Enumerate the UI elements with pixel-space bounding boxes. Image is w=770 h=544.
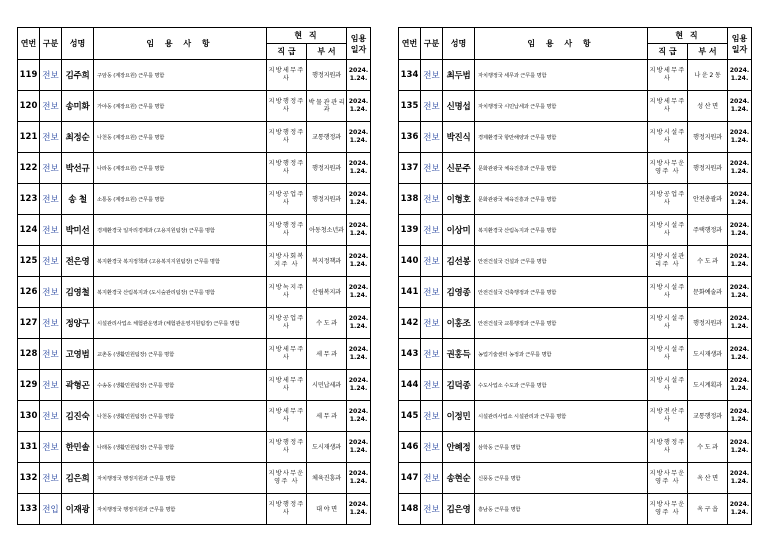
row-no: 125 (18, 246, 40, 277)
row-date: 2024. 1.24. (347, 463, 371, 494)
row-dept: 문화예술과 (688, 277, 728, 308)
row-appointment: 수송동 (생활민원팀장) 근무를 명함 (94, 370, 267, 401)
row-appointment: 교촌동 (생활민원팀장) 근무를 명함 (94, 339, 267, 370)
row-no: 141 (399, 277, 421, 308)
table-row (399, 122, 752, 153)
row-name: 최두범 (443, 60, 475, 91)
row-name: 송현순 (443, 463, 475, 494)
row-date: 2024. 1.24. (347, 246, 371, 277)
row-name: 한민솔 (62, 432, 94, 463)
row-gubun: 전보 (40, 215, 62, 246)
row-dept: 행정지원과 (688, 308, 728, 339)
row-gubun: 전보 (40, 184, 62, 215)
row-gubun: 전보 (40, 246, 62, 277)
row-date: 2024. 1.24. (728, 277, 752, 308)
table-row (399, 432, 752, 463)
row-rank: 지방행정주 사 (267, 494, 307, 525)
row-name: 이홍조 (443, 308, 475, 339)
row-date: 2024. 1.24. (347, 277, 371, 308)
row-gubun: 전보 (421, 153, 443, 184)
row-rank: 지방시설주 사 (648, 370, 688, 401)
row-no: 136 (399, 122, 421, 153)
table-row (399, 308, 752, 339)
row-gubun: 전보 (421, 370, 443, 401)
row-appointment: 안전건설국 건설과 근무를 명함 (475, 246, 648, 277)
row-no: 145 (399, 401, 421, 432)
row-name: 신문주 (443, 153, 475, 184)
row-name: 김주희 (62, 60, 94, 91)
row-appointment: 자치행정국 행정지원과 근무를 명함 (94, 463, 267, 494)
table-row (18, 184, 371, 215)
row-name: 박선규 (62, 153, 94, 184)
row-name: 송미화 (62, 91, 94, 122)
row-gubun: 전보 (421, 277, 443, 308)
row-gubun: 전보 (40, 153, 62, 184)
row-dept: 도시재생과 (307, 432, 347, 463)
row-gubun: 전보 (421, 246, 443, 277)
row-rank: 지방세무주 사 (267, 60, 307, 91)
row-appointment: 소통동 (계장요원) 근무를 명함 (94, 184, 267, 215)
row-dept: 세 무 과 (307, 401, 347, 432)
table-row (18, 122, 371, 153)
row-date: 2024. 1.24. (728, 215, 752, 246)
row-rank: 지방사무운영주 사 (648, 494, 688, 525)
row-rank: 지방세무주 사 (648, 60, 688, 91)
row-date: 2024. 1.24. (347, 370, 371, 401)
row-no: 127 (18, 308, 40, 339)
row-dept: 체육진흥과 (307, 463, 347, 494)
row-date: 2024. 1.24. (347, 184, 371, 215)
row-dept: 안전총괄과 (688, 184, 728, 215)
row-date: 2024. 1.24. (347, 153, 371, 184)
row-dept: 산림복지과 (307, 277, 347, 308)
row-appointment: 시설관리사업소 시설관리과 근무를 명함 (475, 401, 648, 432)
row-appointment: 자치행정국 시민납세과 근무를 명함 (475, 91, 648, 122)
row-no: 120 (18, 91, 40, 122)
row-dept: 행정지원과 (688, 153, 728, 184)
table-row (399, 277, 752, 308)
row-rank: 지방공업주 사 (648, 184, 688, 215)
right-roster-panel (398, 27, 751, 525)
row-no: 137 (399, 153, 421, 184)
row-no: 123 (18, 184, 40, 215)
row-date: 2024. 1.24. (728, 246, 752, 277)
row-date: 2024. 1.24. (347, 122, 371, 153)
row-gubun: 전보 (40, 308, 62, 339)
row-date: 2024. 1.24. (347, 401, 371, 432)
row-no: 139 (399, 215, 421, 246)
row-dept: 세 무 과 (307, 339, 347, 370)
row-name: 이정민 (443, 401, 475, 432)
row-rank: 지방시설관리주 사 (648, 246, 688, 277)
row-gubun: 전보 (40, 432, 62, 463)
row-no: 121 (18, 122, 40, 153)
row-no: 130 (18, 401, 40, 432)
row-no: 124 (18, 215, 40, 246)
row-gubun: 전보 (40, 339, 62, 370)
row-dept: 도시계획과 (688, 370, 728, 401)
table-row (18, 401, 371, 432)
row-rank: 지방세무주 사 (648, 91, 688, 122)
row-dept: 주택행정과 (688, 215, 728, 246)
row-appointment: 흥남동 근무를 명함 (475, 494, 648, 525)
table-row (399, 91, 752, 122)
row-date: 2024. 1.24. (728, 339, 752, 370)
row-date: 2024. 1.24. (728, 494, 752, 525)
row-date: 2024. 1.24. (347, 60, 371, 91)
row-rank: 지방세무주 사 (267, 339, 307, 370)
row-rank: 지방시설주 사 (648, 122, 688, 153)
row-no: 140 (399, 246, 421, 277)
header-date: 임용일자 (347, 28, 371, 60)
row-name: 고영범 (62, 339, 94, 370)
table-row (18, 370, 371, 401)
row-date: 2024. 1.24. (728, 401, 752, 432)
row-appointment: 나천동 (생활민원팀장) 근무를 명함 (94, 401, 267, 432)
row-date: 2024. 1.24. (728, 308, 752, 339)
row-appointment: 안전건설국 교통행정과 근무를 명함 (475, 308, 648, 339)
row-appointment: 자치행정국 행정지원과 근무를 명함 (94, 494, 267, 525)
row-gubun: 전보 (40, 401, 62, 432)
row-name: 김영종 (443, 277, 475, 308)
header-gubun: 구분 (421, 28, 443, 60)
table-row (399, 494, 752, 525)
row-gubun: 전보 (40, 91, 62, 122)
row-dept: 수 도 과 (307, 308, 347, 339)
row-no: 142 (399, 308, 421, 339)
row-dept: 행정지원과 (307, 184, 347, 215)
row-name: 정양구 (62, 308, 94, 339)
row-appointment: 나천동 (계장요원) 근무를 명함 (94, 122, 267, 153)
header-name: 성명 (62, 28, 94, 60)
row-gubun: 전보 (40, 122, 62, 153)
row-gubun: 전보 (421, 494, 443, 525)
table-row (399, 60, 752, 91)
row-rank: 지방공업주 사 (267, 184, 307, 215)
row-name: 이상미 (443, 215, 475, 246)
row-name: 최정순 (62, 122, 94, 153)
row-name: 김선봉 (443, 246, 475, 277)
row-date: 2024. 1.24. (728, 122, 752, 153)
row-dept: 시민납세과 (307, 370, 347, 401)
left-roster-table (17, 27, 371, 525)
row-gubun: 전보 (421, 308, 443, 339)
row-gubun: 전보 (40, 60, 62, 91)
table-row (18, 277, 371, 308)
row-rank: 지방행정주 사 (267, 153, 307, 184)
row-gubun: 전보 (421, 215, 443, 246)
row-dept: 수 도 과 (688, 432, 728, 463)
row-appointment: 신풍동 근무를 명함 (475, 463, 648, 494)
right-roster-body (399, 60, 752, 525)
row-name: 박미선 (62, 215, 94, 246)
header-rank: 직 급 (267, 44, 307, 60)
header-dept: 부 서 (688, 44, 728, 60)
header-appointment: 임 용 사 항 (94, 28, 267, 60)
header-no: 연번 (18, 28, 40, 60)
row-dept: 복지정책과 (307, 246, 347, 277)
row-name: 김진숙 (62, 401, 94, 432)
row-date: 2024. 1.24. (347, 339, 371, 370)
row-date: 2024. 1.24. (728, 184, 752, 215)
row-name: 김은희 (62, 463, 94, 494)
row-no: 119 (18, 60, 40, 91)
row-appointment: 복지환경국 복지정책과 (고용복지지원팀장) 근무를 명함 (94, 246, 267, 277)
table-row (18, 432, 371, 463)
row-dept: 옥 구 읍 (688, 494, 728, 525)
row-dept: 교통행정과 (307, 122, 347, 153)
table-row (399, 184, 752, 215)
row-name: 안혜정 (443, 432, 475, 463)
row-name: 송 철 (62, 184, 94, 215)
row-dept: 성 산 면 (688, 91, 728, 122)
row-name: 김은영 (443, 494, 475, 525)
row-no: 138 (399, 184, 421, 215)
row-appointment: 경제환경국 항만해양과 근무를 명함 (475, 122, 648, 153)
row-no: 129 (18, 370, 40, 401)
table-row (18, 60, 371, 91)
row-no: 132 (18, 463, 40, 494)
row-no: 133 (18, 494, 40, 525)
row-rank: 지방사무운영주 사 (267, 463, 307, 494)
row-appointment: 복지환경국 산림녹지과 근무를 명함 (475, 215, 648, 246)
header-date: 임용일자 (728, 28, 752, 60)
row-rank: 지방행정주 사 (267, 122, 307, 153)
row-name: 권홍득 (443, 339, 475, 370)
row-rank: 지방사무운영주 사 (648, 463, 688, 494)
row-date: 2024. 1.24. (728, 91, 752, 122)
row-date: 2024. 1.24. (347, 494, 371, 525)
row-gubun: 전보 (421, 463, 443, 494)
row-rank: 지방행정주 사 (267, 91, 307, 122)
row-date: 2024. 1.24. (728, 60, 752, 91)
row-rank: 지방시설주 사 (648, 339, 688, 370)
row-name: 전은영 (62, 246, 94, 277)
header-name: 성명 (443, 28, 475, 60)
row-rank: 지방전산주 사 (648, 401, 688, 432)
row-appointment: 나라동 (계장요원) 근무를 명함 (94, 153, 267, 184)
table-row (18, 494, 371, 525)
row-rank: 지방시설주 사 (648, 215, 688, 246)
table-row (399, 339, 752, 370)
row-rank: 지방사무운영주 사 (648, 153, 688, 184)
row-dept: 아동청소년과 (307, 215, 347, 246)
row-date: 2024. 1.24. (347, 215, 371, 246)
row-no: 148 (399, 494, 421, 525)
row-appointment: 시설관리사업소 체험관운영과 (체험관운영지원팀장) 근무를 명함 (94, 308, 267, 339)
row-date: 2024. 1.24. (347, 91, 371, 122)
row-gubun: 전보 (40, 463, 62, 494)
row-dept: 대 야 면 (307, 494, 347, 525)
row-dept: 옥 산 면 (688, 463, 728, 494)
row-rank: 지방공업주 사 (267, 308, 307, 339)
row-no: 146 (399, 432, 421, 463)
row-no: 143 (399, 339, 421, 370)
row-name: 이재광 (62, 494, 94, 525)
row-rank: 지방행정주 사 (267, 215, 307, 246)
row-gubun: 전보 (421, 401, 443, 432)
table-row (399, 370, 752, 401)
table-row (18, 246, 371, 277)
row-appointment: 자치행정국 세무과 근무를 명함 (475, 60, 648, 91)
row-name: 곽형곤 (62, 370, 94, 401)
row-date: 2024. 1.24. (728, 463, 752, 494)
row-rank: 지방행정주 사 (267, 432, 307, 463)
row-gubun: 전보 (421, 60, 443, 91)
row-appointment: 나래동 (생활민원팀장) 근무를 명함 (94, 432, 267, 463)
row-dept: 박 물 관 관 리 과 (307, 91, 347, 122)
row-dept: 행정지원과 (307, 60, 347, 91)
table-row (18, 463, 371, 494)
left-roster-body (18, 60, 371, 525)
row-no: 126 (18, 277, 40, 308)
table-row (399, 215, 752, 246)
row-dept: 교통행정과 (688, 401, 728, 432)
table-row (18, 215, 371, 246)
row-no: 131 (18, 432, 40, 463)
row-appointment: 문화관광국 체육진흥과 근무를 명함 (475, 153, 648, 184)
table-row (399, 153, 752, 184)
table-row (399, 463, 752, 494)
row-date: 2024. 1.24. (347, 308, 371, 339)
header-current: 현 직 (267, 28, 347, 44)
row-appointment: 복지환경국 산림복지과 (도시숲관리팀장) 근무를 명함 (94, 277, 267, 308)
row-rank: 지방시설주 사 (648, 277, 688, 308)
row-dept: 행정지원과 (688, 122, 728, 153)
row-appointment: 삼학동 근무를 명함 (475, 432, 648, 463)
table-row (399, 401, 752, 432)
row-appointment: 안전건설국 건축행정과 근무를 명함 (475, 277, 648, 308)
row-gubun: 전보 (421, 122, 443, 153)
row-rank: 지방세무주 사 (267, 370, 307, 401)
row-appointment: 가야동 (계장요원) 근무를 명함 (94, 91, 267, 122)
row-gubun: 전보 (421, 91, 443, 122)
row-dept: 나 운 2 동 (688, 60, 728, 91)
row-dept: 수 도 과 (688, 246, 728, 277)
row-date: 2024. 1.24. (347, 432, 371, 463)
right-roster-table (398, 27, 752, 525)
row-gubun: 전보 (421, 339, 443, 370)
row-gubun: 전입 (40, 494, 62, 525)
row-appointment: 문화관광국 체육진흥과 근무를 명함 (475, 184, 648, 215)
row-gubun: 전보 (421, 432, 443, 463)
row-name: 이형호 (443, 184, 475, 215)
row-name: 신명섭 (443, 91, 475, 122)
header-current: 현 직 (648, 28, 728, 44)
row-rank: 지방행정주 사 (648, 432, 688, 463)
row-date: 2024. 1.24. (728, 370, 752, 401)
left-roster-panel (17, 27, 370, 525)
row-no: 147 (399, 463, 421, 494)
row-appointment: 구암동 (계장요원) 근무를 명함 (94, 60, 267, 91)
row-appointment: 농업기술센터 농정과 근무를 명함 (475, 339, 648, 370)
row-date: 2024. 1.24. (728, 432, 752, 463)
row-rank: 지방시설주 사 (648, 308, 688, 339)
header-no: 연번 (399, 28, 421, 60)
row-appointment: 경제환경국 일자리경제과 (고용지원팀장) 근무를 명함 (94, 215, 267, 246)
header-gubun: 구분 (40, 28, 62, 60)
table-row (18, 153, 371, 184)
table-row (399, 246, 752, 277)
row-rank: 지방녹지주 사 (267, 277, 307, 308)
table-row (18, 339, 371, 370)
table-row (18, 91, 371, 122)
row-name: 김덕종 (443, 370, 475, 401)
row-gubun: 전보 (40, 277, 62, 308)
row-gubun: 전보 (421, 184, 443, 215)
row-no: 135 (399, 91, 421, 122)
table-row (18, 308, 371, 339)
row-no: 128 (18, 339, 40, 370)
row-name: 김영철 (62, 277, 94, 308)
row-no: 122 (18, 153, 40, 184)
row-dept: 도시재생과 (688, 339, 728, 370)
row-dept: 행정지원과 (307, 153, 347, 184)
header-appointment: 임 용 사 항 (475, 28, 648, 60)
row-rank: 지방사회복지주 사 (267, 246, 307, 277)
row-no: 134 (399, 60, 421, 91)
row-appointment: 수도사업소 수도과 근무를 명함 (475, 370, 648, 401)
row-date: 2024. 1.24. (728, 153, 752, 184)
row-no: 144 (399, 370, 421, 401)
row-name: 박진식 (443, 122, 475, 153)
row-rank: 지방세무주 사 (267, 401, 307, 432)
row-gubun: 전보 (40, 370, 62, 401)
header-dept: 부 서 (307, 44, 347, 60)
header-rank: 직 급 (648, 44, 688, 60)
